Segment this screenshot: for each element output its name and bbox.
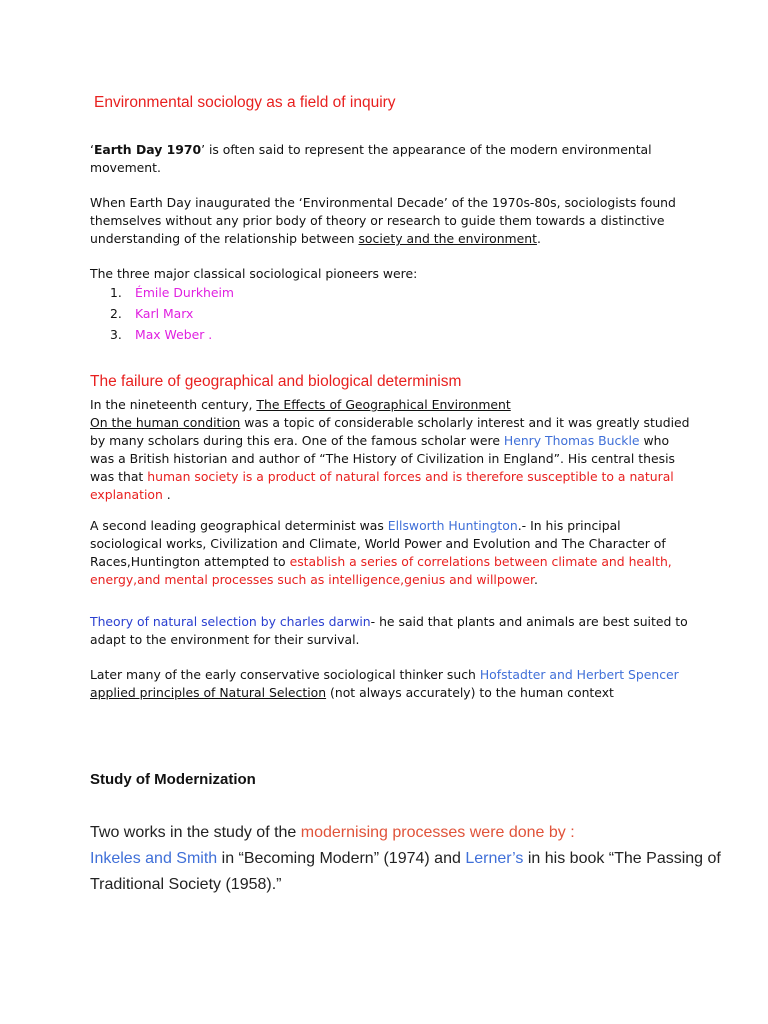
paragraph-text: (not always accurately) to the human context	[326, 685, 614, 700]
paragraph-text: .	[534, 572, 538, 587]
paragraph-text: in “Becoming Modern” (1974) and	[217, 850, 466, 867]
list-number: 3.	[110, 327, 122, 342]
thinkers-names: Hofstadter and Herbert Spencer	[479, 667, 679, 682]
paragraph-natural-selection	[90, 613, 690, 649]
paragraph-geographical-environment	[90, 396, 690, 504]
highlight-text: human society is a product of natural forces and is therefore susceptible to a natural explanation	[90, 469, 674, 502]
pioneer-name: Max Weber .	[135, 327, 213, 342]
paragraph-text: In the nineteenth century,	[90, 397, 257, 412]
paragraph-modernization	[90, 820, 730, 898]
list-item	[110, 284, 234, 305]
paragraph-text: ’ is often said to represent the appearance of the modern environmental movement.	[90, 142, 652, 175]
pioneer-name: Karl Marx	[135, 306, 194, 321]
society-environment-link[interactable]: society and the environment	[358, 231, 537, 246]
section-heading-determinism: The failure of geographical and biological determinism	[90, 373, 462, 390]
paragraph-pioneers-intro: The three major classical sociological pioneers were:	[90, 266, 418, 281]
paragraph-earth-day	[90, 141, 690, 177]
effects-link[interactable]: The Effects of Geographical Environment	[256, 397, 511, 412]
paragraph-text: Two works in the study of the	[90, 824, 301, 841]
paragraph-text: .	[536, 231, 541, 246]
paragraph-conservative-thinkers	[90, 666, 690, 702]
pioneers-list	[110, 284, 234, 347]
quote-mark: ‘	[90, 142, 94, 157]
paragraph-text: .	[162, 487, 171, 502]
paragraph-text: who was a British historian and author of “The History of Civilization in England”. His central thesis was that	[90, 433, 675, 484]
darwin-theory: Theory of natural selection by charles darwin	[90, 614, 371, 629]
human-condition-link[interactable]: On the human condition	[90, 415, 241, 430]
buckle-name: Henry Thomas Buckle	[503, 433, 640, 448]
list-number: 2.	[110, 306, 122, 321]
paragraph-environmental-decade	[90, 194, 690, 248]
section-heading-modernization: Study of Modernization	[90, 771, 256, 788]
paragraph-text: A second leading geographical determinist was	[90, 518, 388, 533]
lerner-name: Lerner’s	[465, 850, 524, 867]
highlight-text: establish a series of correlations between climate and health, energy,and mental processes such as intelligence,genius and willpower	[90, 554, 672, 587]
inkeles-smith: Inkeles and Smith	[90, 850, 218, 867]
list-item	[110, 326, 234, 347]
list-item	[110, 305, 234, 326]
natural-selection-link[interactable]: applied principles of Natural Selection	[90, 685, 327, 700]
paragraph-text: in his book “The Passing of Traditional Society (1958).”	[90, 850, 721, 893]
paragraph-text: was a topic of considerable scholarly interest and it was greatly studied by many scholars during this era. One of the famous scholar were	[90, 415, 690, 448]
paragraph-text: - he said that plants and animals are best suited to adapt to the environment for their survival.	[90, 614, 688, 647]
highlight-text: modernising processes were done by :	[300, 824, 575, 841]
earth-day-bold: Earth Day 1970	[93, 142, 202, 157]
paragraph-text: Later many of the early conservative sociological thinker such	[90, 667, 480, 682]
page-title: Environmental sociology as a field of inquiry	[94, 94, 396, 111]
list-number: 1.	[110, 285, 122, 300]
paragraph-huntington	[90, 517, 690, 589]
huntington-name: Ellsworth Huntington	[387, 518, 518, 533]
paragraph-text: When Earth Day inaugurated the ‘Environmental Decade’ of the 1970s-80s, sociologists found themselves without any prior body of theory or research to guide them towards a distinctive understanding of the relationship between	[90, 195, 676, 246]
paragraph-text: .- In his principal sociological works, Civilization and Climate, World Power and Evolution and The Character of Races,Huntington attempted to	[90, 518, 666, 569]
pioneer-name: Émile Durkheim	[135, 285, 234, 300]
